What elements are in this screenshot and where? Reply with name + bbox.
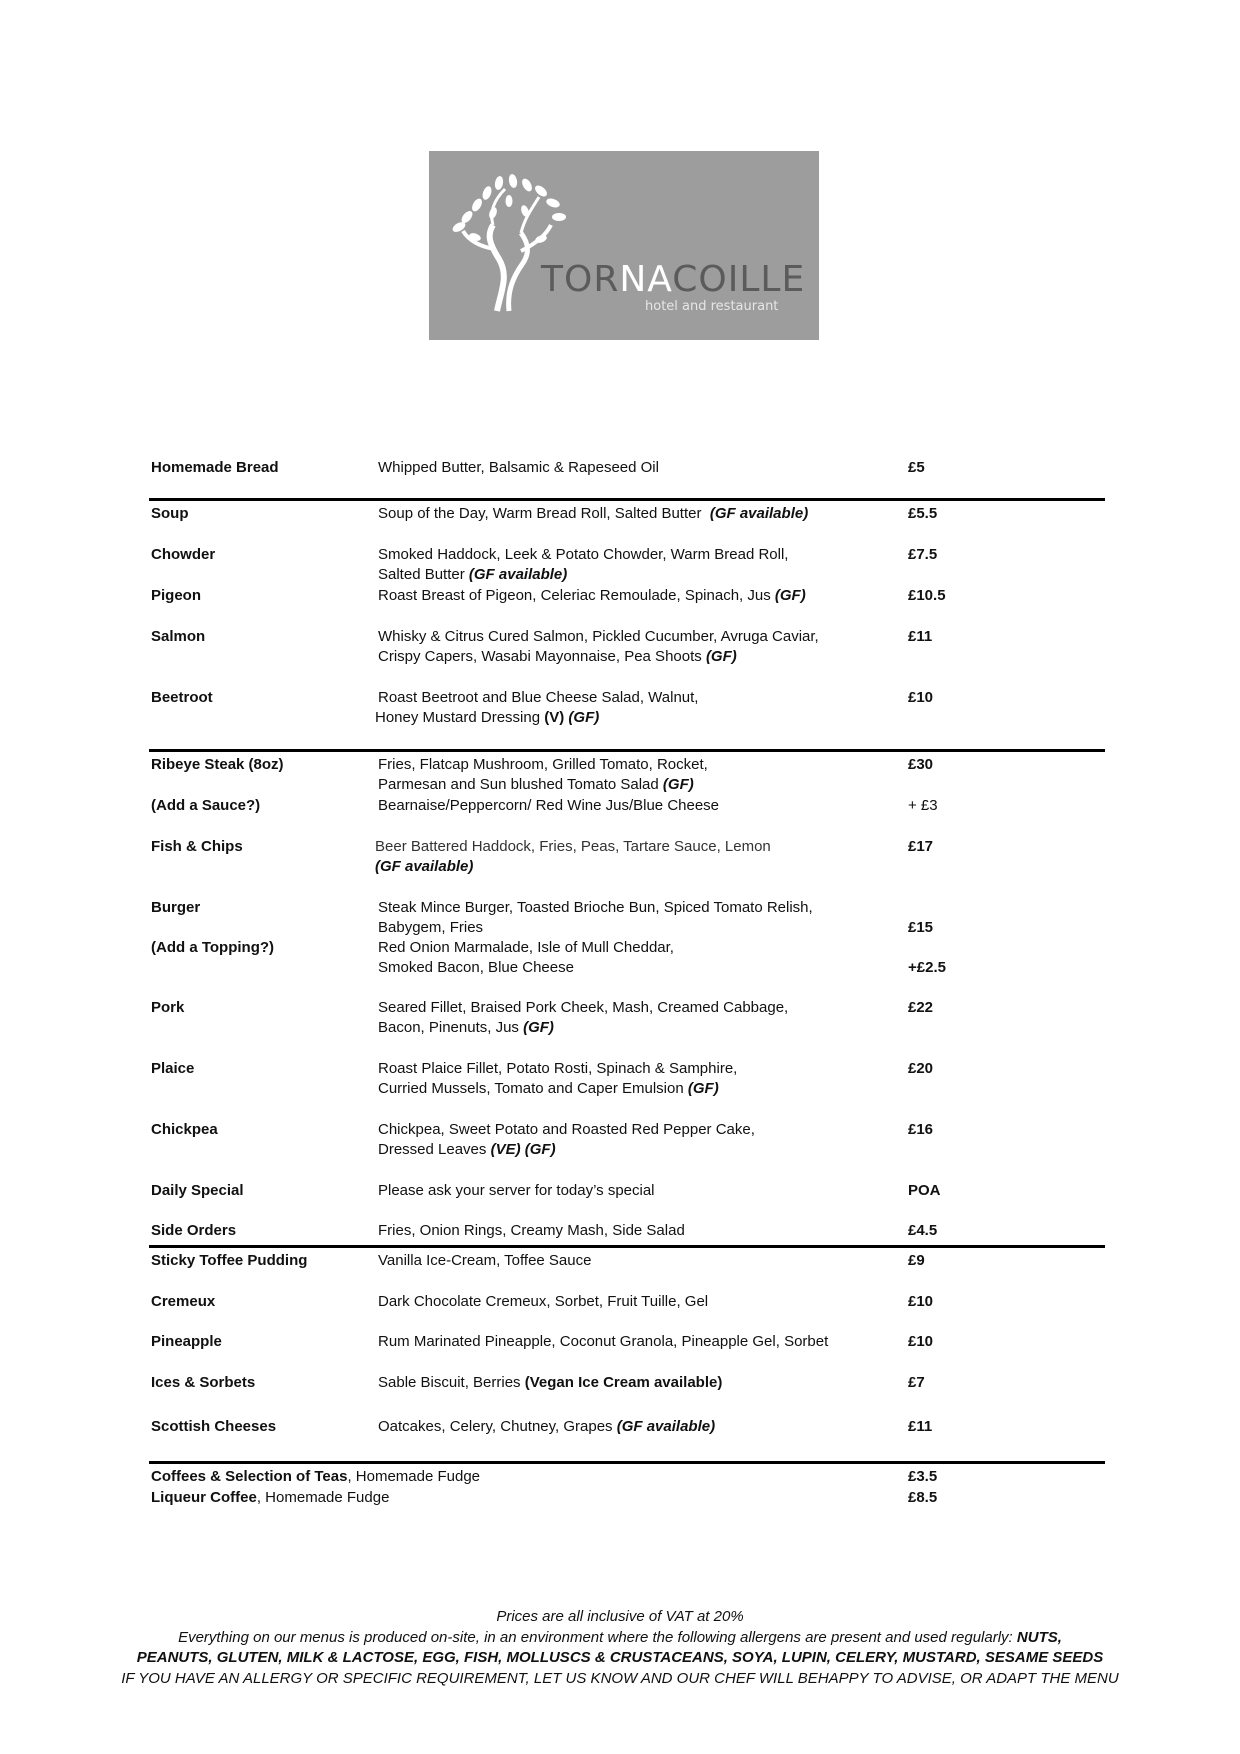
section-divider — [149, 749, 1105, 752]
dietary-tag: (GF) — [568, 709, 600, 726]
restaurant-logo — [429, 151, 819, 340]
item-line — [151, 1467, 480, 1487]
item-name: Coffees & Selection of Teas — [151, 1468, 348, 1485]
item-price: £4.5 — [908, 1222, 938, 1239]
dietary-tag: (GF) — [662, 776, 694, 793]
item-name: Chickpea — [151, 1121, 218, 1138]
vegetarian-tag: (V) — [544, 709, 565, 726]
item-price: POA — [908, 1182, 941, 1199]
item-name: Homemade Bread — [151, 459, 279, 476]
item-name: Soup — [151, 505, 189, 522]
item-name: Pineapple — [151, 1333, 222, 1350]
item-price: £17 — [908, 838, 934, 855]
section-divider — [149, 1245, 1105, 1248]
allergy-advice: IF YOU HAVE AN ALLERGY OR SPECIFIC REQUIREMENT, LET US KNOW AND OUR CHEF WILL BEHAPPY TO ADVISE, OR ADAPT THE MENU — [121, 1670, 1119, 1687]
item-desc: Whipped Butter, Balsamic & Rapeseed Oil — [378, 459, 659, 476]
item-name: Chowder — [151, 546, 216, 563]
item-desc: Beer Battered Haddock, Fries, Peas, Tartare Sauce, Lemon — [375, 838, 771, 855]
dietary-tag: (GF) — [687, 1080, 719, 1097]
item-name: Side Orders — [151, 1222, 237, 1239]
item-price: £11 — [908, 628, 933, 645]
item-desc: Seared Fillet, Braised Pork Cheek, Mash, Creamed Cabbage, — [378, 999, 789, 1016]
item-price: £10 — [908, 689, 934, 706]
item-name: Sticky Toffee Pudding — [151, 1252, 308, 1269]
item-price: £11 — [908, 1418, 933, 1435]
item-name: Burger — [151, 899, 201, 916]
item-name: Pork — [151, 999, 185, 1016]
item-desc: Dressed Leaves (VE) (GF) — [378, 1141, 556, 1158]
item-name: Ices & Sorbets — [151, 1374, 256, 1391]
item-name: Pigeon — [151, 587, 202, 604]
logo-subtitle: hotel and restaurant — [645, 299, 779, 314]
item-price: £16 — [908, 1121, 934, 1138]
item-desc: Rum Marinated Pineapple, Coconut Granola, Pineapple Gel, Sorbet — [378, 1333, 829, 1350]
item-price: £22 — [908, 999, 934, 1016]
item-name: Daily Special — [151, 1182, 244, 1199]
item-price: £15 — [908, 919, 934, 936]
item-name: Ribeye Steak (8oz) — [151, 756, 284, 773]
vegan-tag: (VE) — [490, 1141, 521, 1158]
item-desc: Smoked Haddock, Leek & Potato Chowder, Warm Bread Roll, — [378, 546, 789, 563]
item-price: £8.5 — [908, 1489, 938, 1506]
item-price: £10 — [908, 1293, 934, 1310]
item-desc: Whisky & Citrus Cured Salmon, Pickled Cucumber, Avruga Caviar, — [378, 628, 819, 645]
item-desc: Fries, Flatcap Mushroom, Grilled Tomato, Rocket, — [378, 756, 708, 773]
logo-wordmark: TORNACOILLE — [541, 259, 806, 300]
item-desc: Chickpea, Sweet Potato and Roasted Red Pepper Cake, — [378, 1121, 755, 1138]
item-desc: Curried Mussels, Tomato and Caper Emulsion (GF) — [378, 1080, 719, 1097]
item-desc: Soup of the Day, Warm Bread Roll, Salted Butter (GF available) — [378, 505, 809, 522]
item-desc: Roast Plaice Fillet, Potato Rosti, Spinach & Samphire, — [378, 1060, 738, 1077]
item-name: (Add a Sauce?) — [151, 797, 261, 814]
dietary-tag: (GF) — [705, 648, 737, 665]
item-desc: Salted Butter (GF available) — [378, 566, 568, 583]
item-name: Salmon — [151, 628, 206, 645]
item-price: £5 — [908, 459, 925, 476]
item-line — [151, 1488, 389, 1508]
dietary-tag: (GF) — [774, 587, 806, 604]
allergen-list: PEANUTS, GLUTEN, MILK & LACTOSE, EGG, FISH, MOLLUSCS & CRUSTACEANS, SOYA, LUPIN, CELERY, MUSTARD, SESAME SEEDS — [136, 1649, 1104, 1666]
item-price: £10.5 — [908, 587, 946, 604]
dietary-tag: (Vegan Ice Cream available) — [524, 1374, 723, 1391]
allergen-note: Everything on our menus is produced on-site, in an environment where the following allergens are present and used regularly: NUTS, — [178, 1629, 1062, 1646]
item-price: £3.5 — [908, 1468, 938, 1485]
section-divider — [149, 1461, 1105, 1464]
item-desc: Babygem, Fries — [378, 919, 484, 936]
item-desc: , Homemade Fudge — [256, 1489, 390, 1506]
item-desc: Please ask your server for today’s special — [378, 1182, 655, 1199]
item-desc: Bearnaise/Peppercorn/ Red Wine Jus/Blue Cheese — [378, 797, 720, 814]
dietary-tag: (GF available) — [375, 858, 474, 875]
item-desc: Fries, Onion Rings, Creamy Mash, Side Salad — [378, 1222, 685, 1239]
item-name: Plaice — [151, 1060, 195, 1077]
dietary-tag: (GF available) — [616, 1418, 716, 1435]
item-desc: Crispy Capers, Wasabi Mayonnaise, Pea Shoots (GF) — [378, 648, 737, 665]
item-name: Scottish Cheeses — [151, 1418, 277, 1435]
item-desc: Oatcakes, Celery, Chutney, Grapes (GF available) — [378, 1418, 716, 1435]
section-divider — [149, 498, 1105, 501]
item-desc: Steak Mince Burger, Toasted Brioche Bun, Spiced Tomato Relish, — [378, 899, 813, 916]
item-price: £20 — [908, 1060, 934, 1077]
item-name: Cremeux — [151, 1293, 216, 1310]
item-price: £30 — [908, 756, 934, 773]
item-desc: , Homemade Fudge — [347, 1468, 481, 1485]
vat-note: Prices are all inclusive of VAT at 20% — [496, 1608, 744, 1625]
item-name: Fish & Chips — [151, 838, 243, 855]
item-desc: Roast Breast of Pigeon, Celeriac Remoulade, Spinach, Jus (GF) — [378, 587, 806, 604]
item-desc: Honey Mustard Dressing (V) (GF) — [375, 709, 600, 726]
dietary-tag: (GF) — [524, 1141, 556, 1158]
item-desc: Smoked Bacon, Blue Cheese — [378, 959, 574, 976]
dietary-tag: (GF) — [523, 1019, 554, 1036]
dietary-tag: (GF available) — [709, 505, 809, 522]
item-desc: Roast Beetroot and Blue Cheese Salad, Walnut, — [378, 689, 699, 706]
dietary-tag: (GF available) — [468, 566, 568, 583]
item-desc: Sable Biscuit, Berries (Vegan Ice Cream available) — [378, 1374, 723, 1391]
item-price: + £3 — [908, 797, 938, 814]
item-price: +£2.5 — [908, 959, 946, 976]
item-desc — [375, 857, 473, 877]
item-price: £5.5 — [908, 505, 938, 522]
item-price: £7.5 — [908, 546, 938, 563]
item-desc: Dark Chocolate Cremeux, Sorbet, Fruit Tuille, Gel — [378, 1293, 709, 1310]
item-name: Beetroot — [151, 689, 213, 706]
item-desc: Parmesan and Sun blushed Tomato Salad (GF) — [378, 776, 694, 793]
item-price: £7 — [908, 1374, 925, 1391]
item-name: (Add a Topping?) — [151, 939, 275, 956]
item-name: Liqueur Coffee — [151, 1489, 257, 1506]
item-desc: Bacon, Pinenuts, Jus (GF) — [378, 1019, 554, 1036]
item-price: £10 — [908, 1333, 934, 1350]
item-price: £9 — [908, 1252, 925, 1269]
item-desc: Red Onion Marmalade, Isle of Mull Cheddar, — [378, 939, 674, 956]
item-desc: Vanilla Ice-Cream, Toffee Sauce — [378, 1252, 592, 1269]
